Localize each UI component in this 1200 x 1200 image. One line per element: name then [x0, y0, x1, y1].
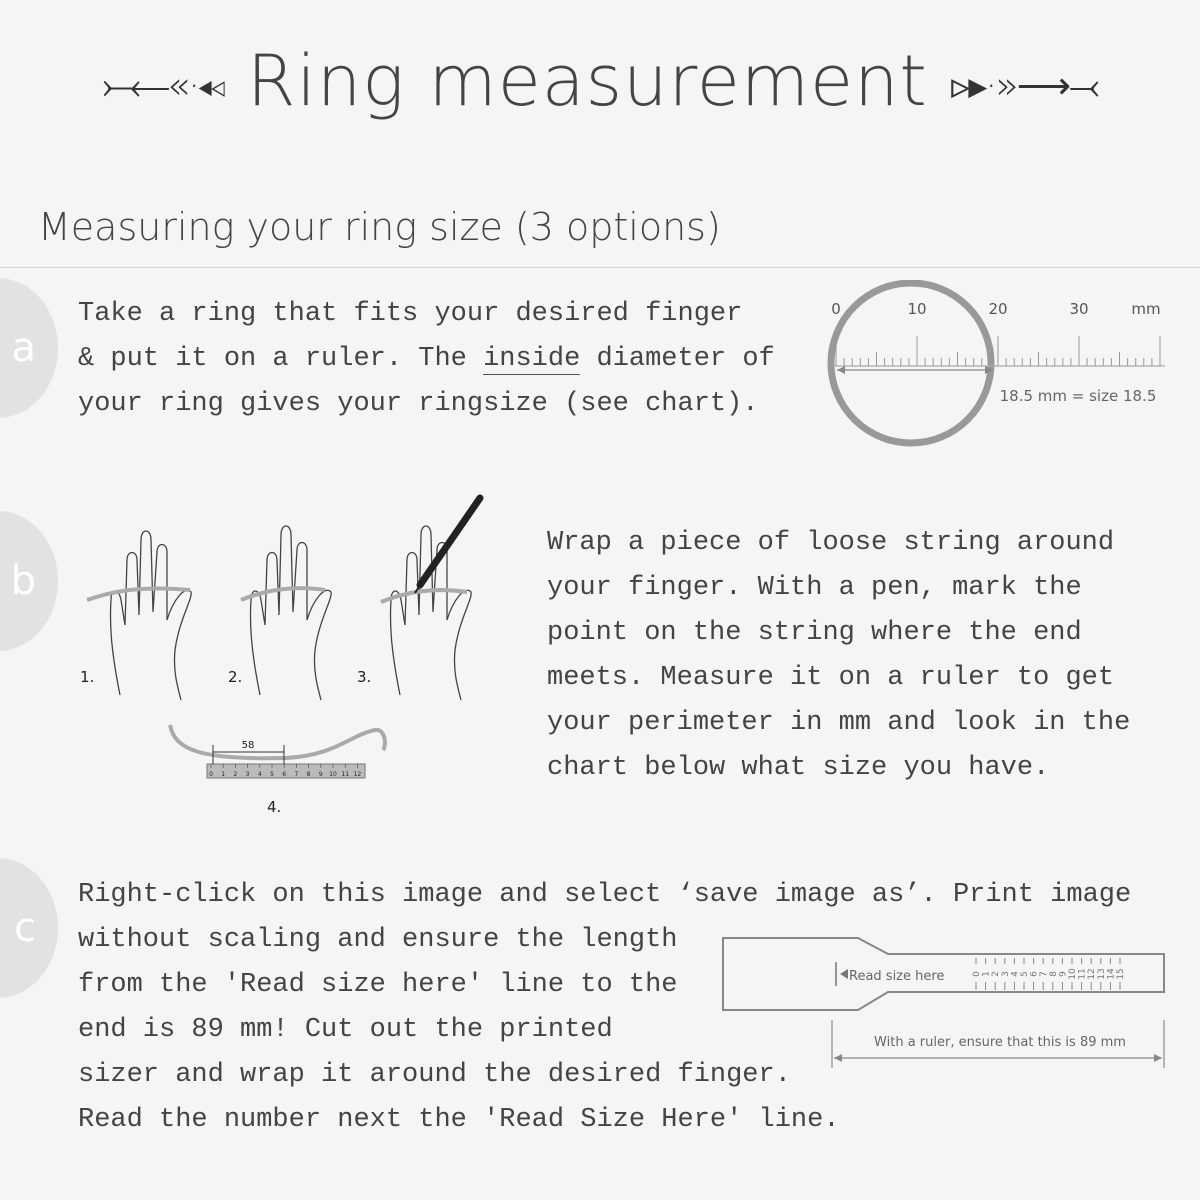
small-ruler-number: 3 [245, 771, 250, 778]
sizer-number: 5 [1020, 971, 1030, 977]
sizer-number: 1 [981, 971, 992, 977]
sizer-number: 13 [1096, 968, 1107, 980]
divider [0, 267, 1200, 268]
read-size-arrow [840, 969, 848, 979]
step-label-1: 1. [80, 668, 95, 686]
sizer-number: 8 [1048, 971, 1059, 977]
small-ruler-number: 2 [233, 771, 238, 778]
small-ruler-number: 10 [329, 771, 337, 778]
small-ruler-number: 11 [341, 771, 350, 778]
title-right-ornament: ▹▸·»⟶⤙ [951, 63, 1098, 108]
option-b-line-3: point on the string where the end [547, 618, 1082, 648]
hand-2-icon [241, 526, 331, 700]
option-b-line-1: Wrap a piece of loose string around [547, 528, 1115, 558]
option-c-line-4: end is 89 mm! Cut out the printed [78, 1015, 613, 1045]
option-c-line-2: without scaling and ensure the length [78, 925, 678, 955]
option-b-line-5: your perimeter in mm and look in the [547, 708, 1131, 738]
small-ruler-number: 5 [270, 771, 274, 778]
measure-value: 58 [241, 740, 255, 751]
small-ruler-number: 7 [294, 771, 299, 778]
badge-a: a [0, 278, 58, 418]
step-label-2: 2. [228, 668, 243, 686]
sizer-number: 7 [1039, 971, 1050, 977]
sizer-number: 14 [1106, 968, 1117, 980]
string-curve [170, 725, 385, 758]
sizer-label: Read size here [849, 969, 945, 984]
hand-3-icon [381, 526, 471, 700]
option-a-text [78, 292, 775, 427]
small-ruler-number: 6 [282, 771, 287, 778]
sizer-number: 3 [1000, 971, 1011, 977]
badge-b: b [0, 511, 58, 651]
page-title [0, 40, 1200, 122]
option-a-line-3: your ring gives your ringsize (see chart). [78, 389, 759, 419]
small-ruler-number: 9 [318, 771, 323, 778]
small-ruler-number: 1 [221, 771, 226, 778]
ruler-label-0: 0 [831, 300, 841, 318]
step-label-3: 3. [357, 668, 372, 686]
sizer-caption: With a ruler, ensure that this is 89 mm [874, 1035, 1126, 1050]
sizer-number: 11 [1077, 968, 1088, 980]
inside-emphasis: inside [483, 344, 581, 374]
sizer-number: 6 [1029, 971, 1040, 977]
option-c-line-6: Read the number next the 'Read Size Here' line. [78, 1105, 840, 1135]
option-a-line-1: Take a ring that fits your desired finger [78, 299, 743, 329]
ruler-caption: 18.5 mm = size 18.5 [999, 387, 1157, 405]
option-c-line-3: from the 'Read size here' line to the [78, 970, 678, 1000]
ring-ruler-illustration [825, 280, 1170, 450]
option-a-line-2: & put it on a ruler. The inside diameter of [78, 344, 775, 374]
sizer-scale [972, 958, 1126, 990]
small-ruler-number: 0 [209, 771, 213, 778]
title-text: Ring measurement [246, 40, 928, 122]
ruler-label-10: 10 [907, 300, 927, 318]
ruler-label-30: 30 [1069, 300, 1089, 318]
small-ruler-number: 8 [306, 771, 311, 778]
step-label-4: 4. [267, 798, 282, 816]
title-left-ornament: ⤚⟵«·◂◃ [102, 63, 224, 108]
printable-sizer-illustration [718, 932, 1173, 1072]
string-method-illustration [75, 490, 530, 820]
ruler-ticks [836, 336, 1160, 366]
option-b-line-6: chart below what size you have. [547, 753, 1050, 783]
sizer-number: 12 [1087, 968, 1098, 980]
sizer-number: 9 [1058, 971, 1069, 977]
sizer-number: 0 [972, 971, 982, 977]
small-ruler-number: 12 [353, 771, 362, 778]
ruler-unit: mm [1131, 300, 1161, 318]
option-c-line-1: Right-click on this image and select ‘save image as’. Print image [78, 880, 1132, 910]
ruler-label-20: 20 [988, 300, 1008, 318]
sizer-number: 4 [1010, 971, 1021, 977]
option-b-text [547, 521, 1130, 791]
option-b-line-2: your finger. With a pen, mark the [547, 573, 1082, 603]
hand-1-icon [87, 531, 191, 700]
sizer-number: 2 [991, 971, 1002, 977]
sizer-number: 15 [1116, 968, 1126, 980]
section-subtitle: Measuring your ring size (3 options) [38, 205, 721, 249]
badge-c: c [0, 858, 58, 998]
small-ruler-number: 4 [257, 771, 262, 778]
option-c-line-5: sizer and wrap it around the desired finger. [78, 1060, 791, 1090]
sizer-number: 10 [1068, 968, 1078, 980]
option-b-line-4: meets. Measure it on a ruler to get [547, 663, 1115, 693]
